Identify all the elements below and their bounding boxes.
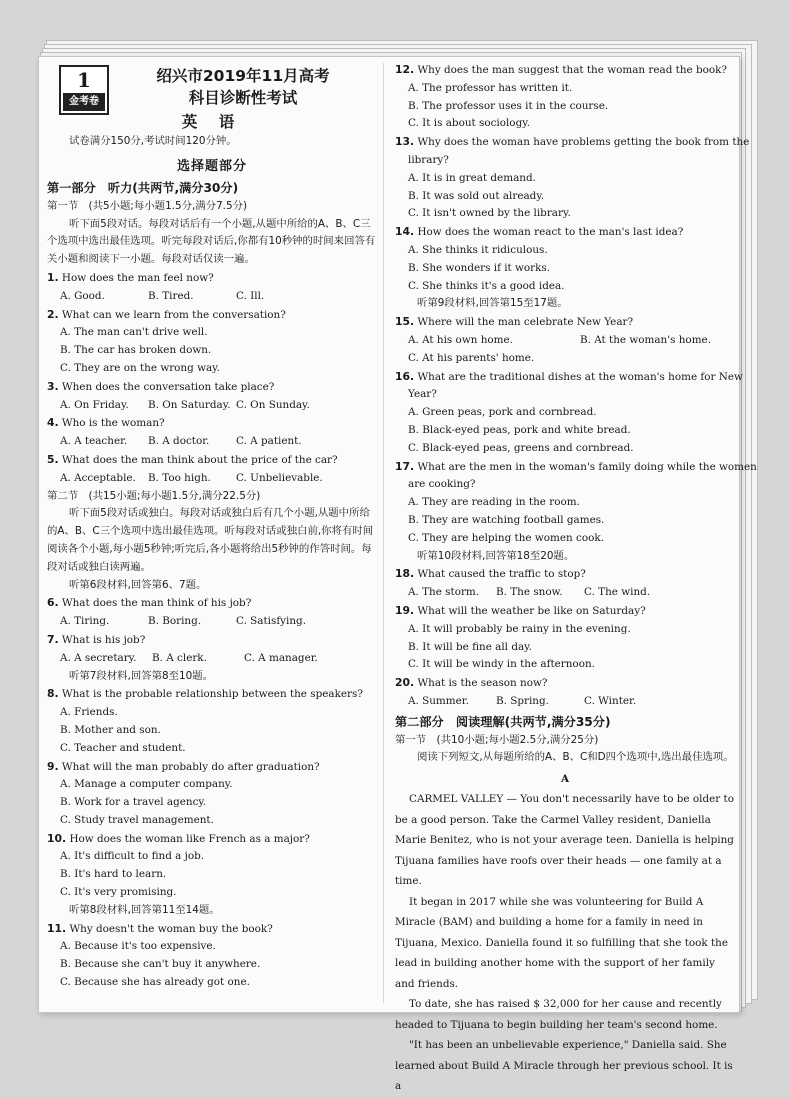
listening-instruction: 听第9段材料,回答第15至17题。	[417, 297, 568, 310]
option-row	[408, 584, 735, 602]
exam-title-line1: 绍兴市2019年11月高考	[156, 67, 330, 85]
question-number: 4.	[47, 416, 59, 430]
passage-label: A	[560, 773, 570, 786]
answer-option: A. A secretary.	[60, 651, 137, 664]
part1-heading: 第一部分 听力(共两节,满分30分)	[47, 180, 239, 195]
question-number: 3.	[47, 379, 59, 393]
answer-option: B. The snow.	[496, 586, 563, 599]
answer-option: A. Because it's too expensive.	[60, 940, 216, 953]
part1-section2-heading: 第二节 (共15小题;每小题1.5分,满分22.5分)	[47, 489, 261, 502]
question-stem: 10. How does the woman like French as a major?	[47, 831, 310, 845]
answer-option: C. The wind.	[584, 586, 651, 599]
answer-option: A. Tiring.	[60, 615, 110, 628]
question-stem: 12. Why does the man suggest that the woman read the book?	[395, 63, 727, 76]
answer-option: C. They are on the wrong way.	[60, 361, 220, 374]
question-number: 5.	[47, 452, 59, 466]
answer-option: C. Study travel management.	[60, 813, 214, 826]
option-row	[60, 613, 377, 631]
exam-info: 试卷满分150分,考试时间120分钟。	[69, 135, 237, 147]
question-stem: 11. Why doesn't the woman buy the book?	[47, 921, 273, 935]
answer-option: B. It's hard to learn.	[60, 868, 167, 881]
subject-title: 英 语	[181, 113, 243, 131]
answer-option: A. She thinks it ridiculous.	[408, 243, 548, 256]
answer-option: A. The professor has written it.	[408, 81, 573, 94]
answer-option: B. Tired.	[148, 289, 194, 302]
answer-option: A. Friends.	[60, 706, 118, 719]
question-stem: 2. What can we learn from the conversation?	[47, 307, 286, 321]
question-number: 8.	[47, 687, 59, 701]
question-number: 9.	[47, 759, 59, 773]
answer-option: A. Summer.	[408, 694, 469, 707]
question-stem: 14. How does the woman react to the man's last idea?	[395, 225, 684, 239]
option-row	[60, 433, 377, 451]
answer-option: C. It isn't owned by the library.	[408, 207, 571, 220]
question-number: 13.	[395, 135, 415, 149]
question-stem-cont: library?	[408, 153, 449, 166]
answer-option: B. Too high.	[148, 471, 211, 484]
answer-option: B. The professor uses it in the course.	[408, 99, 609, 112]
answer-option: C. Satisfying.	[236, 615, 307, 628]
answer-option: B. The car has broken down.	[60, 344, 212, 357]
question-stem: 19. What will the weather be like on Saturday?	[395, 603, 646, 617]
listening-instruction: 听第10段材料,回答第18至20题。	[417, 549, 575, 562]
answer-option: B. At the woman's home.	[580, 333, 711, 346]
passage-paragraph: CARMEL VALLEY — You don't necessarily have to be older to be a good person. Take the Carmel Valley resident, Daniella Marie Benitez, who is not your average teen. Daniella is helping Tijuana families have roofs over their heads — one family at a time.	[395, 793, 734, 888]
option-row	[60, 650, 377, 668]
reading-passage	[395, 789, 735, 1097]
answer-option: A. It will probably be rainy in the evening.	[408, 622, 631, 635]
option-row	[408, 693, 735, 711]
listening-instruction: 听第7段材料,回答第8至10题。	[69, 669, 214, 682]
answer-option: A. They are reading in the room.	[408, 496, 580, 509]
answer-option: A. The man can't drive well.	[60, 326, 208, 339]
answer-option: C. Unbelievable.	[236, 471, 323, 484]
answer-option: B. They are watching football games.	[408, 513, 605, 526]
question-stem: 18. What caused the traffic to stop?	[395, 567, 586, 581]
question-number: 15.	[395, 315, 415, 329]
answer-option: B. Mother and son.	[60, 723, 161, 736]
question-stem: 17. What are the men in the woman's family doing while the women	[395, 459, 757, 473]
question-number: 17.	[395, 459, 415, 473]
answer-option: A. Green peas, pork and cornbread.	[408, 406, 597, 419]
badge-label: 金考卷	[63, 93, 105, 111]
answer-option: C. It will be windy in the afternoon.	[408, 658, 595, 671]
answer-option: C. It's very promising.	[60, 886, 177, 899]
answer-option: C. Ill.	[236, 289, 265, 302]
answer-option: C. Winter.	[584, 694, 637, 707]
question-number: 7.	[47, 632, 59, 646]
question-stem: 5. What does the man think about the price of the car?	[47, 452, 338, 466]
answer-option: A. It's difficult to find a job.	[60, 850, 205, 863]
question-stem: 6. What does the man think of his job?	[47, 596, 252, 610]
question-stem: 20. What is the season now?	[395, 676, 548, 690]
answer-option: B. Because she can't buy it anywhere.	[60, 958, 261, 971]
exam-title-line2: 科目诊断性考试	[188, 89, 298, 107]
exam-page	[38, 56, 757, 1093]
part2-heading: 第二部分 阅读理解(共两节,满分35分)	[395, 714, 611, 729]
section-title: 选择题部分	[176, 158, 247, 174]
answer-option: B. She wonders if it works.	[408, 261, 551, 274]
question-number: 14.	[395, 225, 415, 239]
question-stem: 9. What will the man probably do after graduation?	[47, 759, 320, 773]
badge-number: 1	[77, 68, 91, 92]
question-number: 11.	[47, 921, 67, 935]
question-stem: 4. Who is the woman?	[47, 416, 165, 430]
question-stem: 8. What is the probable relationship between the speakers?	[47, 687, 363, 701]
answer-option: B. A doctor.	[148, 435, 210, 448]
answer-option: A. Good.	[60, 289, 105, 302]
question-list-6-11	[47, 577, 377, 992]
column-divider	[383, 63, 384, 1003]
answer-option: A. A teacher.	[60, 435, 128, 448]
answer-option: A. On Friday.	[60, 398, 129, 411]
answer-option: C. Black-eyed peas, greens and cornbread.	[408, 441, 634, 454]
answer-option: B. On Saturday.	[148, 398, 231, 411]
answer-option: C. At his parents' home.	[408, 351, 535, 364]
answer-option: B. It was sold out already.	[408, 189, 545, 202]
question-stem: 15. Where will the man celebrate New Year?	[395, 315, 634, 329]
answer-option: C. They are helping the women cook.	[408, 531, 604, 544]
answer-option: B. Spring.	[496, 694, 549, 707]
option-row	[408, 332, 735, 350]
answer-option: B. A clerk.	[152, 651, 207, 664]
question-stem: 3. When does the conversation take place?	[47, 379, 275, 393]
question-list-1-5	[47, 269, 377, 488]
question-number: 16.	[395, 369, 415, 383]
question-stem: 13. Why does the woman have problems getting the book from the	[395, 135, 750, 149]
answer-option: A. It is in great demand.	[408, 171, 536, 184]
answer-option: C. It is about sociology.	[408, 117, 531, 130]
question-number: 2.	[47, 307, 59, 321]
listening-instruction: 听第8段材料,回答第11至14题。	[69, 903, 220, 916]
question-number: 19.	[395, 603, 415, 617]
part1-section1-instructions: 听下面5段对话。每段对话后有一个小题,从题中所给的A、B、C三个选项中选出最佳选项。听完每段对话后,你都有10秒钟的时间来回答有关小题和阅读下一小题。每段对话仅读一遍。	[47, 217, 376, 266]
answer-option: A. Acceptable.	[60, 471, 136, 484]
question-stem: 16. What are the traditional dishes at the woman's home for New	[395, 369, 743, 383]
part2-instructions: 阅读下列短文,从每题所给的A、B、C和D四个选项中,选出最佳选项。	[417, 751, 734, 764]
question-list-12-20	[395, 61, 757, 711]
exam-badge	[59, 65, 109, 115]
answer-option: B. Black-eyed peas, pork and white bread.	[408, 423, 631, 436]
answer-option: B. Boring.	[148, 615, 202, 628]
passage-paragraph: It began in 2017 while she was volunteering for Build A Miracle (BAM) and building a home for a family in need in Tijuana, Mexico. Daniella found it so fulfilling that she took the lead in building another home with the support of her family and friends.	[395, 895, 729, 990]
question-stem: 1. How does the man feel now?	[47, 270, 214, 284]
question-stem-cont: are cooking?	[408, 478, 476, 491]
answer-option: C. A patient.	[236, 435, 302, 448]
part1-section1-heading: 第一节 (共5小题;每小题1.5分,满分7.5分)	[47, 199, 248, 212]
question-number: 6.	[47, 596, 59, 610]
answer-option: C. On Sunday.	[236, 398, 310, 411]
right-column	[395, 57, 757, 1097]
answer-option: B. Work for a travel agency.	[60, 796, 207, 809]
passage-paragraph: "It has been an unbelievable experience," Daniella said. She learned about Build A Miracle through her previous school. It is a	[395, 1039, 733, 1093]
answer-option: B. It will be fine all day.	[408, 640, 532, 653]
option-row	[60, 288, 377, 306]
listening-instruction: 听第6段材料,回答第6、7题。	[69, 578, 207, 591]
answer-option: A. The storm.	[408, 586, 480, 599]
answer-option: C. Teacher and student.	[60, 741, 186, 754]
option-row	[60, 397, 377, 415]
passage-paragraph: To date, she has raised $ 32,000 for her cause and recently headed to Tijuana to begin building her team's second home.	[395, 998, 722, 1031]
question-stem-cont: Year?	[408, 388, 437, 401]
question-number: 10.	[47, 831, 67, 845]
left-column	[47, 57, 377, 992]
question-stem: 7. What is his job?	[47, 632, 146, 646]
answer-option: C. She thinks it's a good idea.	[408, 279, 565, 292]
answer-option: C. A manager.	[244, 651, 318, 664]
answer-option: A. Manage a computer company.	[60, 778, 233, 791]
question-number: 12.	[395, 63, 415, 76]
question-number: 18.	[395, 567, 415, 581]
answer-option: C. Because she has already got one.	[60, 976, 250, 989]
question-number: 20.	[395, 676, 415, 690]
answer-option: A. At his own home.	[408, 333, 513, 346]
option-row	[60, 470, 377, 488]
part2-section1-heading: 第一节 (共10小题;每小题2.5分,满分25分)	[395, 733, 599, 746]
question-number: 1.	[47, 270, 59, 284]
part1-section2-instructions: 听下面5段对话或独白。每段对话或独白后有几个小题,从题中所给的A、B、C三个选项中选出最佳选项。听每段对话或独白前,你将有时间阅读各个小题,每小题5秒钟;听完后,各小题将给出5秒钟的作答时间。每段对话或独白读两遍。	[47, 507, 374, 573]
